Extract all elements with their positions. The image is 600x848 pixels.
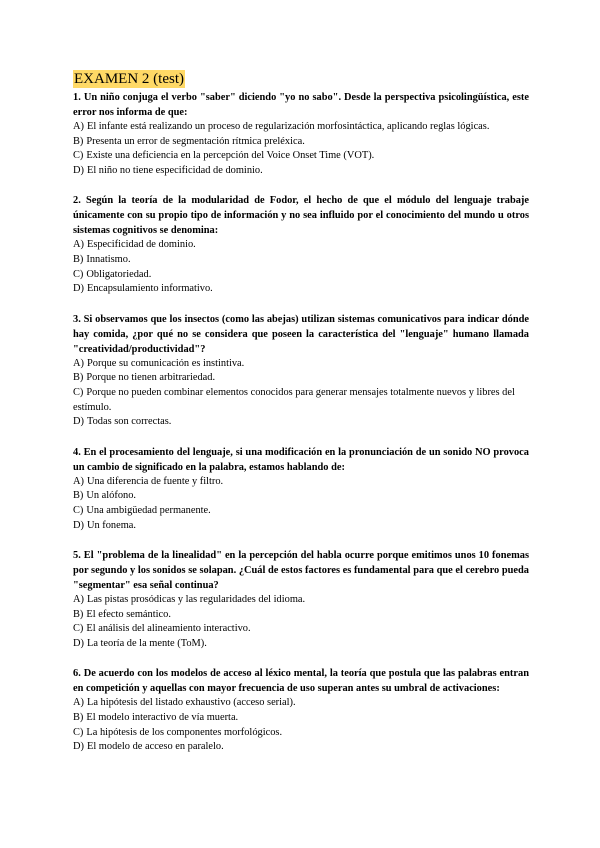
question-text [73,312,529,357]
answer-option [73,282,529,297]
question-text [73,193,529,238]
question-text [73,548,529,593]
option-letter: A) [73,239,84,251]
option-text: Encapsulamiento informativo. [86,283,213,295]
question-4 [73,445,529,533]
option-text: Una ambigüedad permanente. [86,504,211,516]
option-text: Obligatoriedad. [86,268,152,280]
answer-option [73,504,529,519]
option-text: Innatismo. [86,253,131,265]
question-number: 4. [73,446,81,458]
option-letter: C) [73,150,84,162]
answer-option [73,726,529,741]
option-text: Un alófono. [86,490,137,502]
option-letter: A) [73,594,84,606]
option-text: Un fonema. [86,519,137,531]
option-text: El niño no tiene especificidad de dominio. [86,164,263,176]
option-letter: A) [73,357,84,369]
option-text: Porque no tienen arbitrariedad. [86,372,216,384]
option-text: El modelo de acceso en paralelo. [86,741,224,753]
answer-option [73,357,529,372]
option-text: La hipótesis del listado exhaustivo (acceso serial). [86,697,296,709]
question-text [73,666,529,696]
option-letter: D) [73,164,84,176]
answer-option [73,622,529,637]
answer-option [73,164,529,179]
question-prompt: Un niño conjuga el verbo "saber" diciendo "yo no sabo". Desde la perspectiva psicolingüística, este error nos informa de que: [73,92,529,118]
option-text: Especificidad de dominio. [86,239,196,251]
option-letter: D) [73,741,84,753]
answer-option [73,489,529,504]
answer-option [73,740,529,755]
option-letter: D) [73,416,84,428]
question-3 [73,312,529,430]
option-text: Las pistas prosódicas y las regularidades del idioma. [86,594,306,606]
option-letter: D) [73,519,84,531]
option-letter: C) [73,268,84,280]
option-letter: B) [73,712,84,724]
answer-option [73,593,529,608]
answer-option [73,637,529,652]
option-letter: C) [73,504,84,516]
question-prompt: El "problema de la linealidad" en la percepción del habla ocurre porque emitimos unos 10 fonemas por segundo y los sonidos se solapan. ¿Cuál de estos factores es fundamental para que el cerebro pueda "segmentar" esa señal continua? [73,550,529,592]
question-list [73,90,529,755]
option-letter: C) [73,623,84,635]
question-text [73,445,529,475]
option-text: Una diferencia de fuente y filtro. [86,475,224,487]
option-letter: B) [73,608,84,620]
option-text: El modelo interactivo de vía muerta. [86,712,239,724]
answer-option [73,371,529,386]
option-text: Porque no pueden combinar elementos conocidos para generar mensajes totalmente nuevos y libres del estímulo. [73,386,515,413]
question-prompt: Según la teoría de la modularidad de Fodor, el hecho de que el módulo del lenguaje trabaje únicamente con su propio tipo de información y no sea influido por el conocimiento del mundo u otros sistemas cognitivos se denomina: [73,195,529,237]
answer-option [73,149,529,164]
answer-option [73,415,529,430]
answer-option [73,253,529,268]
question-number: 3. [73,313,81,325]
answer-option [73,386,529,415]
question-prompt: De acuerdo con los modelos de acceso al léxico mental, la teoría que postula que las palabras entran en competición y aquellas con mayor frecuencia de uso superan antes su umbral de activaciones: [73,668,529,695]
option-text: El análisis del alineamiento interactivo. [86,623,251,635]
question-1 [73,90,529,178]
answer-option [73,238,529,253]
answer-option [73,268,529,283]
option-letter: A) [73,475,84,487]
answer-option [73,519,529,534]
option-letter: B) [73,490,84,502]
question-number: 5. [73,550,81,562]
option-text: El infante está realizando un proceso de regularización morfosintáctica, aplicando reglas lógicas. [86,121,490,132]
option-letter: A) [73,121,84,132]
option-text: La hipótesis de los componentes morfológicos. [86,726,283,738]
option-text: Porque su comunicación es instintiva. [86,357,245,369]
exam-page [73,70,529,770]
option-letter: B) [73,372,84,384]
option-letter: D) [73,283,84,295]
answer-option [73,475,529,490]
option-text: Existe una deficiencia en la percepción del Voice Onset Time (VOT). [86,150,375,162]
option-letter: C) [73,386,84,398]
option-letter: D) [73,637,84,649]
exam-title: EXAMEN 2 (test) [74,71,184,87]
answer-option [73,696,529,711]
question-number: 2. [73,195,81,207]
answer-option [73,135,529,150]
option-text: La teoría de la mente (ToM). [86,637,207,649]
question-6 [73,666,529,754]
question-prompt: Si observamos que los insectos (como las abejas) utilizan sistemas comunicativos para indicar dónde hay comida, ¿por qué no se considera que poseen la característica del "lenguaje" humano llamada "creatividad/productividad"? [73,313,529,355]
question-prompt: En el procesamiento del lenguaje, si una modificación en la pronunciación de un sonido NO provoca un cambio de significado en la palabra, estamos hablando de: [73,446,529,473]
question-number: 1. [73,92,81,103]
answer-option [73,608,529,623]
option-letter: C) [73,726,84,738]
option-letter: B) [73,135,84,147]
question-2 [73,193,529,296]
question-text [73,90,529,120]
option-text: El efecto semántico. [86,608,171,620]
answer-option [73,120,529,135]
option-text: Presenta un error de segmentación rítmica preléxica. [86,135,305,147]
answer-option [73,711,529,726]
question-5 [73,548,529,651]
option-letter: B) [73,253,84,265]
question-number: 6. [73,668,81,680]
option-text: Todas son correctas. [86,416,172,428]
option-letter: A) [73,697,84,709]
